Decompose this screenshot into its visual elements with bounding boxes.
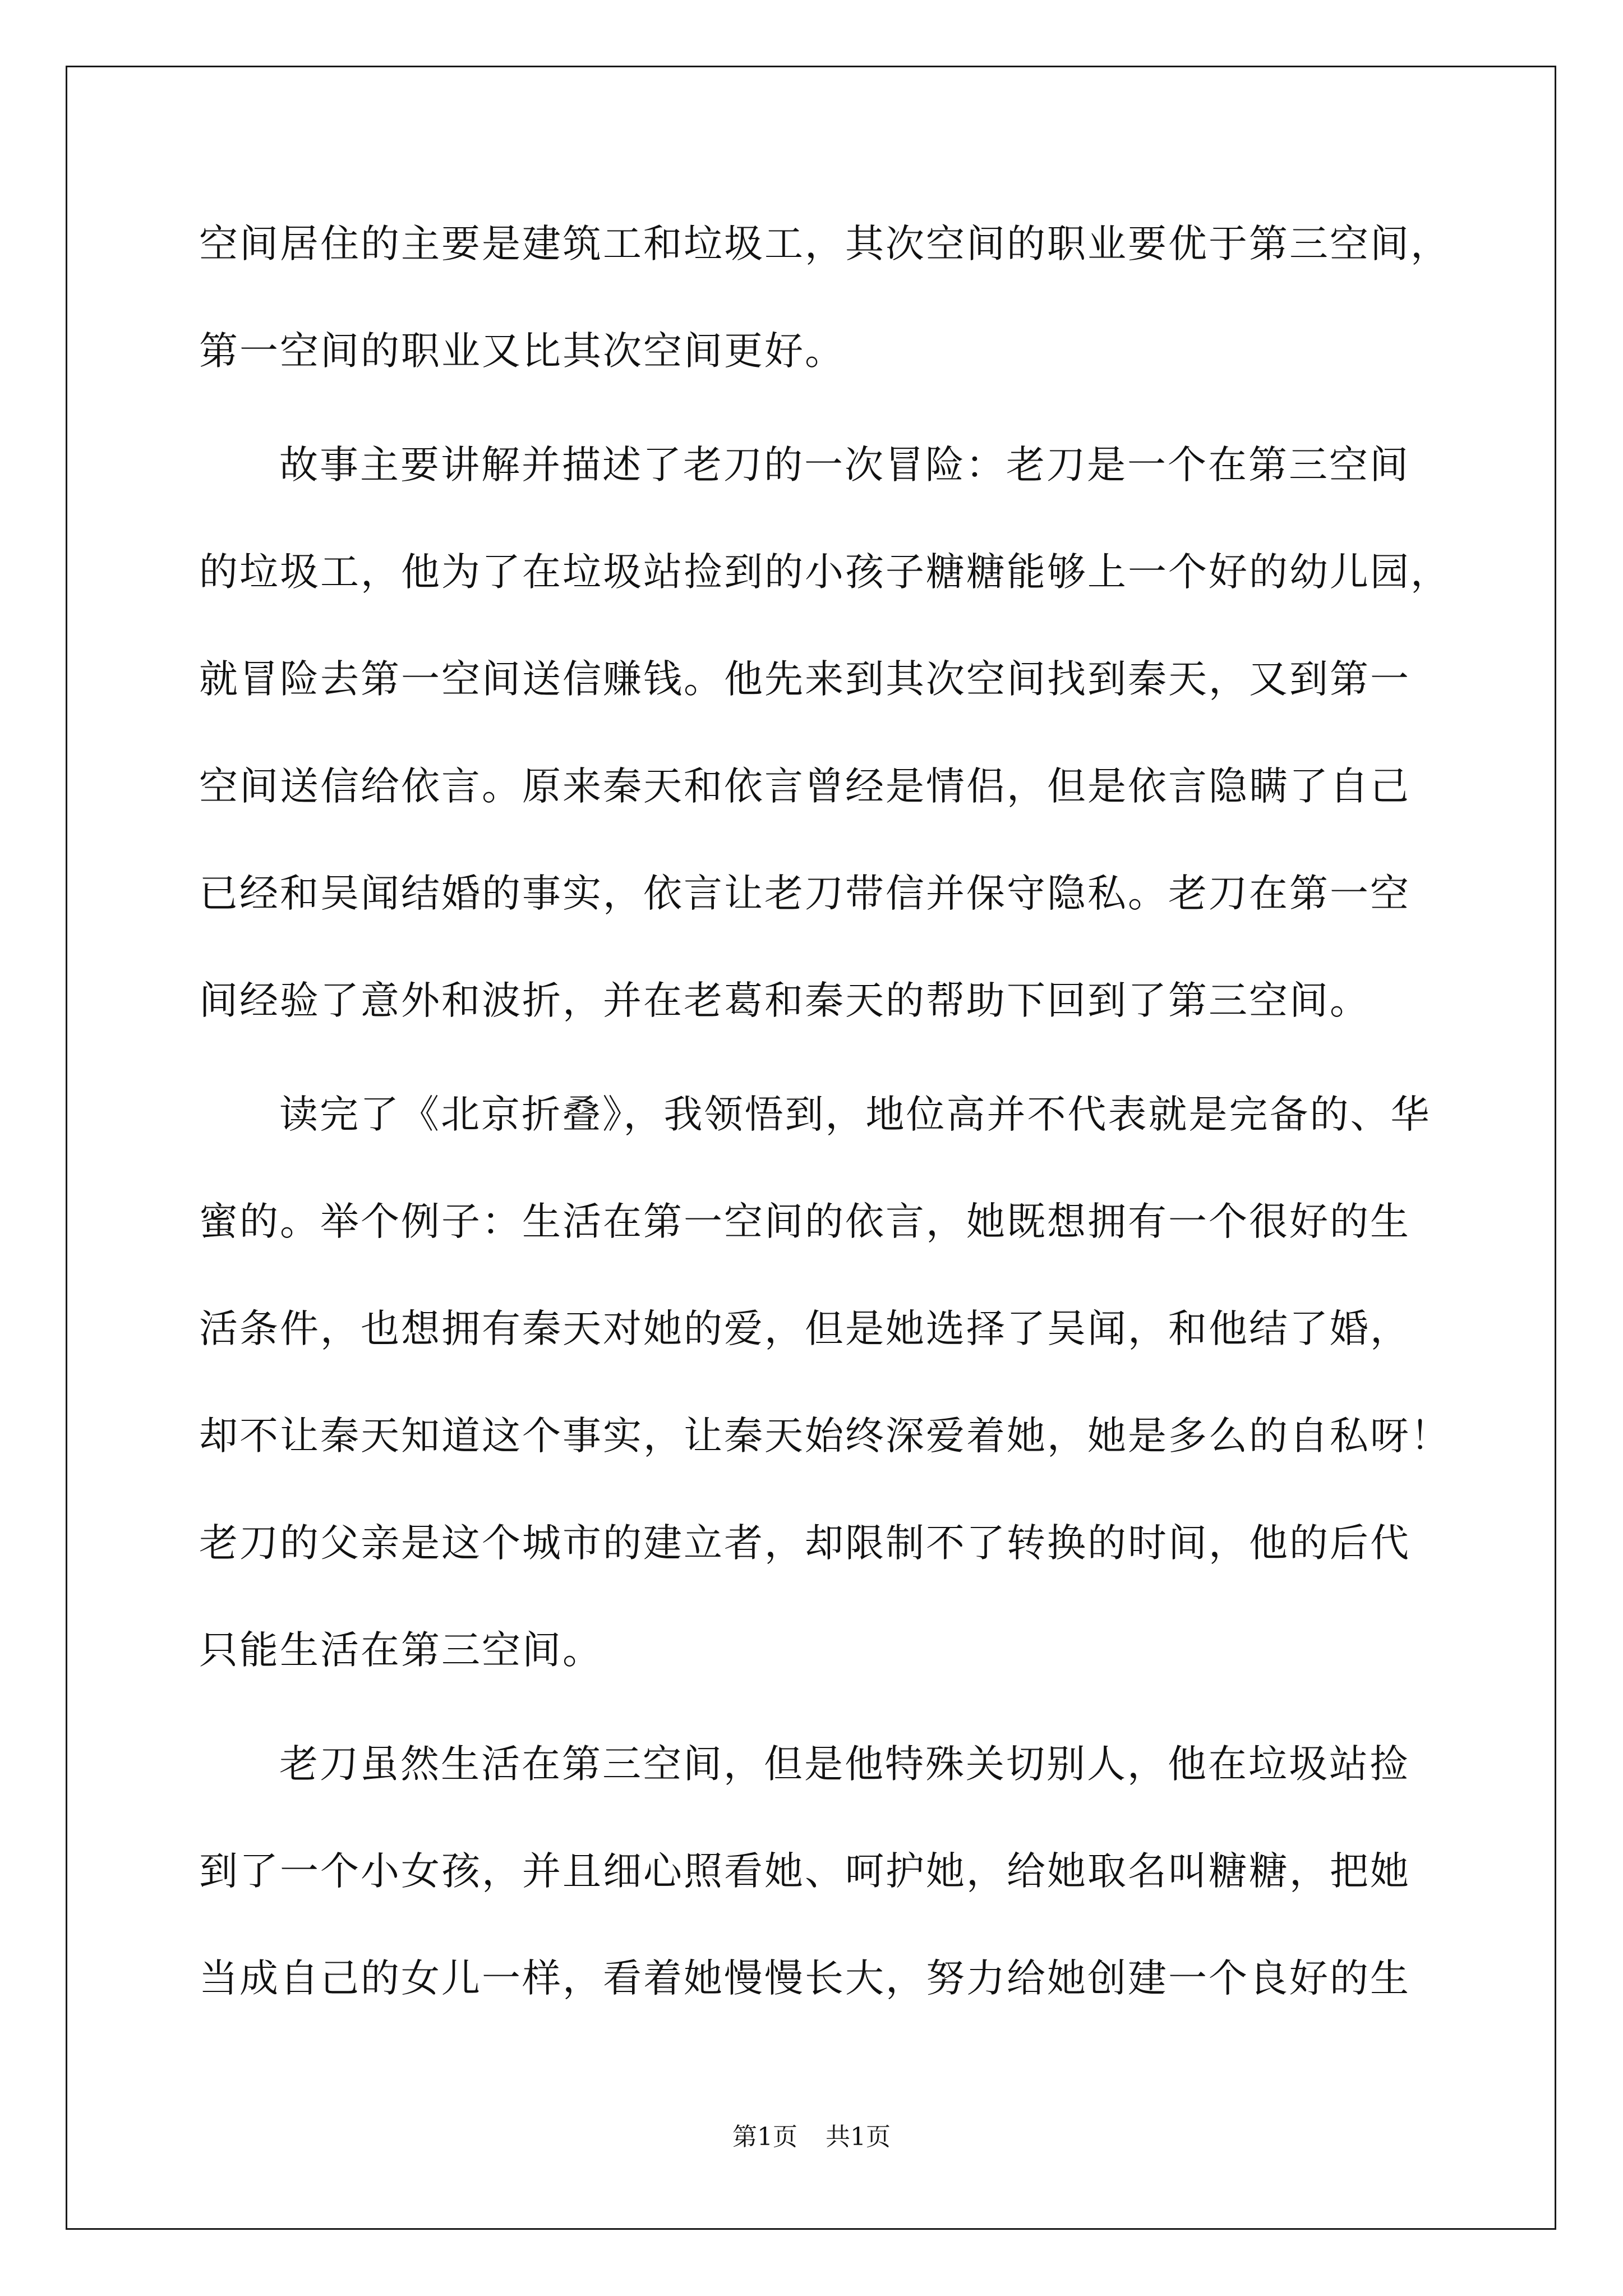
text-line: 只能生活在第三空间。 — [199, 1628, 603, 1673]
text-line: 当成自己的女儿一样，看着她慢慢长大，努力给她创建一个良好的生 — [199, 1956, 1410, 2001]
text-line: 就冒险去第一空间送信赚钱。他先来到其次空间找到秦天，又到第一 — [199, 657, 1410, 702]
text-line: 故事主要讲解并描述了老刀的一次冒险：老刀是一个在第三空间 — [279, 443, 1410, 487]
paragraph — [199, 1061, 1451, 1704]
page-footer — [0, 2120, 1623, 2154]
text-line: 第一空间的职业又比其次空间更好。 — [199, 329, 845, 374]
text-line: 已经和吴闻结婚的事实，依言让老刀带信并保守隐私。老刀在第一空 — [199, 871, 1410, 916]
text-line: 却不让秦天知道这个事实，让秦天始终深爱着她，她是多么的自私呀！ — [199, 1414, 1451, 1458]
page-total: 共1页 — [826, 2123, 891, 2151]
text-line: 的垃圾工，他为了在垃圾站捡到的小孩子糖糖能够上一个好的幼儿园， — [199, 550, 1451, 595]
paragraph — [199, 412, 1451, 1055]
text-line: 到了一个小女孩，并且细心照看她、呵护她，给她取名叫糖糖，把她 — [199, 1849, 1410, 1894]
text-line: 读完了《北京折叠》，我领悟到，地位高并不代表就是完备的、华 — [279, 1092, 1431, 1137]
paragraph — [199, 1711, 1433, 2032]
text-line: 老刀的父亲是这个城市的建立者，却限制不了转换的时间，他的后代 — [199, 1521, 1410, 1566]
text-line: 活条件，也想拥有秦天对她的爱，但是她选择了吴闻，和他结了婚， — [199, 1306, 1410, 1351]
paragraph — [199, 191, 1451, 405]
document-body — [199, 191, 1451, 2032]
text-line: 空间送信给依言。原来秦天和依言曾经是情侣，但是依言隐瞒了自己 — [199, 764, 1410, 809]
text-line: 间经验了意外和波折，并在老葛和秦天的帮助下回到了第三空间。 — [199, 978, 1370, 1023]
text-line: 蜜的。举个例子：生活在第一空间的依言，她既想拥有一个很好的生 — [199, 1199, 1410, 1244]
page-number: 第1页 — [732, 2123, 797, 2151]
text-line: 老刀虽然生活在第三空间，但是他特殊关切别人，他在垃圾站捡 — [279, 1742, 1410, 1787]
text-line: 空间居住的主要是建筑工和垃圾工，其次空间的职业要优于第三空间， — [199, 222, 1451, 266]
